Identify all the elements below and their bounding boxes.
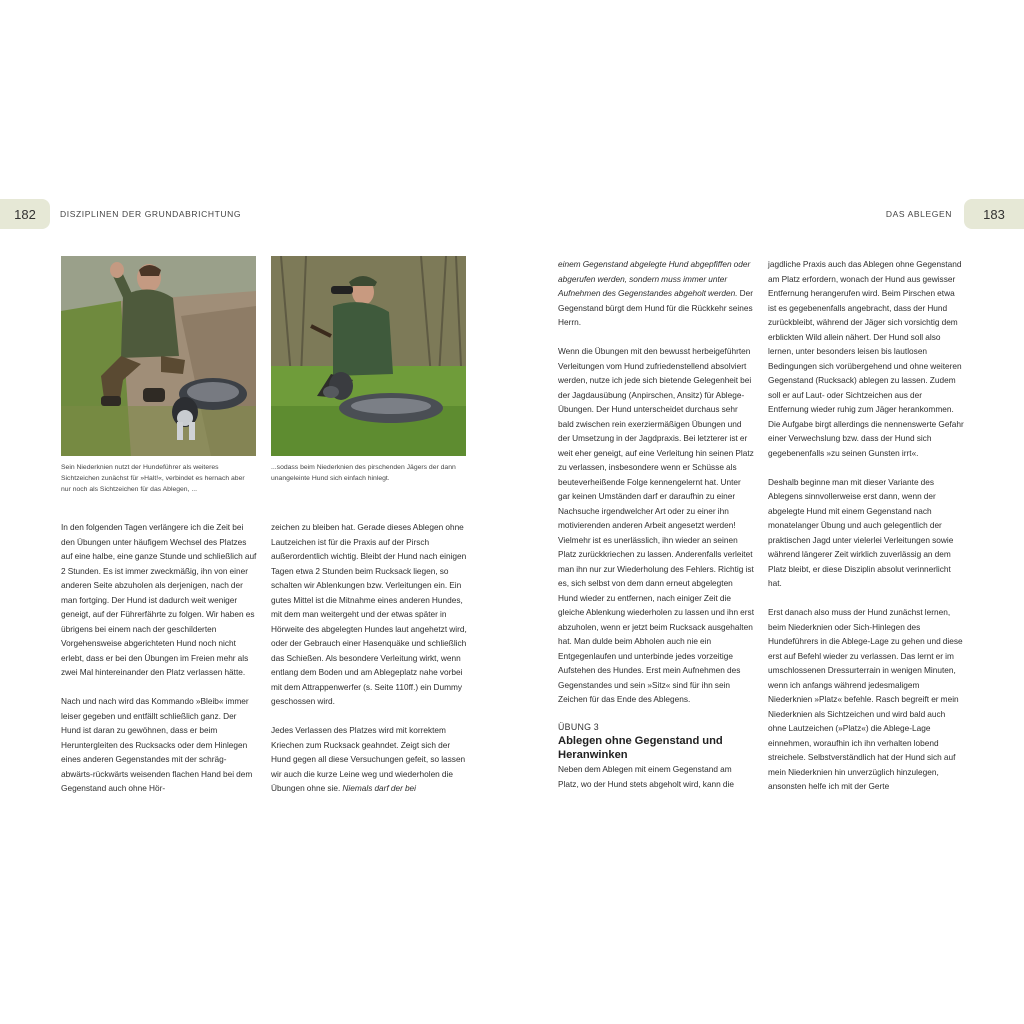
exercise-title: Ablegen ohne Gegenstand und Heranwinken [558,735,723,761]
paragraph [558,257,754,330]
paragraph: Nach und nach wird das Kommando »Bleib« immer leiser gegeben und entfällt schließlich ganz. Der Hund ist daran zu gewöhnen, dass er beim Heruntergleiten des Rucksacks oder dem Hinlegen eines anderen Gegenstandes mit der schräg-abwärts-rückwärts weisenden flachen Hand bei dem Gegenstand auch ohne Hör- [61,696,253,793]
photo-handler-kneeling-image [61,256,256,456]
paragraph-emphasis: einem Gegenstand abgelegte Hund abgepfiffen oder abgerufen werden, sondern muss immer unter Aufnehmen des Gegenstandes abgeholt werden. [558,259,751,298]
paragraph: zeichen zu bleiben hat. Gerade dieses Ablegen ohne Lautzeichen ist für die Praxis auf der Pirsch außerordentlich wichtig. Bleibt der Hund nach einigen Tagen etwa 2 Stunden beim Rucksack liegen, so schalten wir Ablenkungen bzw. Verleitungen ein. Ein gutes Mittel ist die Mitnahme eines anderen Hundes, mit dem man weitergeht und der etwas später in Hörweite des abgelegten Hundes laut angehetzt wird, oder der Gebrauch einer Hasenquäke und schließlich das Schießen. Als besondere Verleitung wirkt, wenn entlang dem Boden und am Ablegeplatz nahe vorbei mit dem Attrappenwerfer (s. Seite 110ff.) ein Dummy geschossen wird. [271,522,467,706]
running-head-right: DAS ABLEGEN [885,209,952,219]
paragraph [271,723,467,796]
exercise-label: ÜBUNG 3 [558,722,600,732]
photo-handler-kneeling [61,256,256,456]
paragraph-emphasis: Niemals darf der bei [342,783,417,793]
paragraph-text: Jedes Verlassen des Platzes wird mit korrektem Kriechen zum Rucksack geahndet. Zeigt sich der Hund gegen all diese Versuchungen gefeit, so lassen wir auch die kurze Leine weg und wiederholen die Übungen ohne sie. [271,725,466,793]
photo-caption: ...sodass beim Niederknien des pirschenden Jägers der dann unangeleinte Hund sich einfach hinlegt. [271,464,456,482]
paragraph: jagdliche Praxis auch das Ablegen ohne Gegenstand am Platz erfordern, wonach der Hund aus gewisser Entfernung herangerufen wird. Beim Pirschen etwa ist es gegebenenfalls angebracht, dass der Hund zurückbleibt, während der Jäger sich vorsichtig dem erblickten Wild allein nähert. Der Hund soll also lernen, unter besonders leisen bis lautlosen Bedingungen sich vorübergehend und ohne weiteren Gegenstand (Rucksack) ablegen zu lassen. Zudem soll er auf Laut- oder Sichtzeichen aus der Entfernung wieder ruhig zum Jäger herankommen. Die Aufgabe birgt allerdings die nennenswerte Gefahr einer Verwechslung bzw. dass der Hund sich gegebenenfalls »zu seinen Gunsten irrt«. [768,259,964,458]
paragraph: Deshalb beginne man mit dieser Variante des Ablegens sinnvollerweise erst dann, wenn der abgelegte Hund mit einem Gegenstand nach monatelanger Übung und auch gelegentlich der praktischen Jagd unter vielerlei Verleitungen sowie während längerer Zeit wirklich zuverlässig an dem Platz bleibt, er diese Disziplin absolut verinnerlicht hat. [768,476,954,588]
paragraph: Wenn die Übungen mit den bewusst herbeigeführten Verleitungen vom Hund zufriedenstellend absolviert werden, nutze ich jede sich bietende Gelegenheit bei der Jagdausübung (Anpirschen, Ansitz) für Ablege-Übungen. Der Hund unterscheidet durchaus sehr bald zwischen rein exerziermäßigen Übungen und der Umsetzung in der Jagdpraxis. Bei letzterer ist er weit eher geneigt, auf eine Verleitung hin seinen Platz zu verlassen, insbesondere wenn er Schüsse als beuteverheißende Folge kennengelernt hat. Unter gar keinen Umständen darf er daraufhin zu einer Nachsuche irgendwelcher Art oder zu einer ihn motivierenden anderen Arbeit angesetzt werden! Vielmehr ist es unerlässlich, ihn wieder an seinen Platz zurückkriechen zu lassen. Anderenfalls verleitet man ihn nur zur Wiederholung des Fehlers. Richtig ist es, sich selbst von dem dann erneut abgelegten Hund wieder zu entfernen, nach einiger Zeit die gleiche Ablenkung wiederholen zu lassen und ihn erst abzuholen, wenn er jetzt beim Rucksack ausgehalten hat. Man dulde beim Abholen auch nie ein Entgegenlaufen und unterbinde jedes vorzeitige Aufstehen des Hundes. Erst mein Aufnehmen des Gegenstandes und sein »Sitz« sind für ihn sein Zeichen für das Ende des Ablegens. [558,346,755,704]
text-column-2 [271,520,467,810]
photo-caption: Sein Niederknien nutzt der Hundeführer als weiteres Sichtzeichen zunächst für »Halt!«, verbindet es hernach aber nur noch als Sichtzeichen für das Ablegen, ... [61,464,245,493]
paragraph: Neben dem Ablegen mit einem Gegenstand am Platz, wo der Hund stets abgeholt wird, kann die [558,764,734,789]
page-number-right: 183 [964,199,1024,229]
running-head-left: DISZIPLINEN DER GRUNDABRICHTUNG [60,209,242,219]
text-column-3 [558,257,754,806]
paragraph: In den folgenden Tagen verlängere ich die Zeit bei den Übungen unter häufigem Wechsel des Platzes auf eine halbe, eine ganze Stunde und schließlich auf 2 Stunden. Es ist immer zweckmäßig, ihn von einer anderen Seite abzuholen als derjenigen, nach der man fortging. Der Hund ist dadurch weit weniger geneigt, auf der Führerfährte zu folgen. Wir haben es übrigens bei einem nach der geschilderten Vorgehensweise abgerichteten Hund noch nicht erlebt, dass er bei den Übungen im Freien mehr als zwei Mal hintereinander den Platz verlassen hätte. [61,522,257,677]
page-number-left: 182 [0,199,50,229]
paragraph-text: Der Gegenstand bürgt dem Hund für die Rückkehr seines Herrn. [558,288,754,327]
paragraph: Erst danach also muss der Hund zunächst lernen, beim Niederknien oder Sich-Hinlegen des Hundeführers in die Ablege-Lage zu gehen und diese erst auf Befehl wieder zu verlassen. Das lernt er im umschlossenen Dressurterrain in wenigen Minuten, wenn ich anfangs während jedesmaligem Niederknien »Platz« befehle. Rasch begreift er mein Niederknien als Sichtzeichen und wird bald auch ohne Lautzeichen (»Platz«) die Ablege-Lage einnehmen, woraufhin ich ihn verhalten lobend streichele. Selbstverständlich hat der Hund sich auf mein Niederknien hin unverzüglich hinzulegen, ansonsten helfe ich mit der Gerte [768,607,963,791]
text-column-1 [61,520,257,810]
photo-hunter-binoculars [271,256,466,456]
photo-hunter-binoculars-image [271,256,466,456]
text-column-4 [768,257,964,808]
